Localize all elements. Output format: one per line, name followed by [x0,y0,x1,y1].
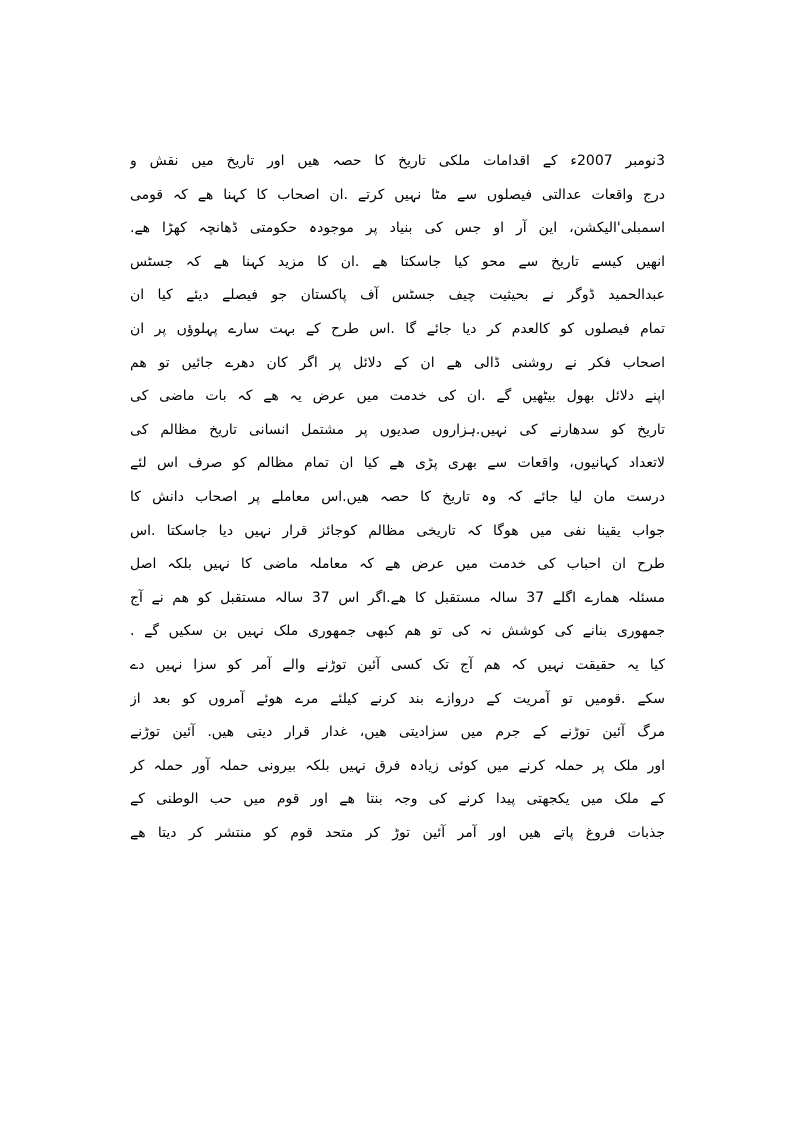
text-line: تاریخ کو سدھارنے کی نہیں.ہزاروں صدیوں پر مشتمل انسانی تاریخ مظالم کی [130,421,665,438]
text-line: کے ملک میں یکجھتی پیدا کرنے کی وجہ بنتا ھے اور قوم میں حب الوطنی کے [130,791,665,808]
text-line: عبدالحمید ڈوگر نے بحیثیت چیف جسٹس آف پاکستان جو فیصلے دیئے کیا ان [130,287,665,304]
text-line: اصحاب فکر نے روشنی ڈالی ھے ان کے دلائل پر اگر کان دھرے جائیں تو ھم [130,354,665,371]
text-line: تمام فیصلوں کو کالعدم کر دیا جائے گا .اس طرح کے بہت سارے پہلوؤں پر ان [130,320,665,337]
article-text [130,145,665,850]
text-line: درست مان لیا جائے کہ وہ تاریخ کا حصہ ھیں.اس معاملے پر اصحاب دانش کا [130,488,665,505]
text-line: جمھوری بنانے کی کوشش نہ کی تو ھم کبھی جمھوری ملک نہیں بن سکیں گے . [130,623,665,640]
text-line: کیا یہ حقیقت نہیں کہ ھم آج تک کسی آئین توڑنے والے آمر کو سزا نہیں دے [130,656,665,673]
text-line: لاتعداد کہانیوں، واقعات سے بھری پڑی ھے کیا ان تمام مظالم کو صرف اس لئے [130,455,665,472]
text-line: اور ملک پر حملہ کرنے میں کوئی زیادہ فرق نہیں بلکہ بیرونی حملہ آور حملہ کر [130,757,665,774]
text-line: اپنے دلائل بھول بیٹھیں گے .ان کی خدمت میں عرض یہ ھے کہ بات ماضی کی [130,388,665,405]
text-line: انھیں کیسے تاریخ سے محو کیا جاسکتا ھے .ان کا مزید کہنا ھے کہ جسٹس [130,253,665,270]
text-line: اسمبلی'الیکشن، این آر او جس کی بنیاد پر موجودہ حکومتی ڈھانچہ کھڑا ھے. [130,220,665,237]
text-line: 3نومبر 2007ء کے اقدامات ملکی تاریخ کا حصہ ھیں اور تاریخ میں نقش و [130,153,665,169]
text-line: درج واقعات عدالتی فیصلوں سے مٹا نہیں کرتے .ان اصحاب کا کہنا ھے کہ قومی [130,186,665,203]
text-line: طرح ان احباب کی خدمت میں عرض ھے کہ معاملہ ماضی کا نہیں بلکہ اصل [130,556,665,573]
text-line: سکے .قومیں تو آمریت کے دروازے بند کرنے کیلئے مرے ھوئے آمروں کو بعد از [130,690,665,707]
text-line: مرگ آئین توڑنے کے جرم میں سزادیتی ھیں، غدار قرار دیتی ھیں. آئین توڑنے [130,724,665,741]
text-line: مسئلہ ھمارے اگلے 37 سالہ مستقبل کا ھے.اگر اس 37 سالہ مستقبل کو ھم نے آج [130,589,665,606]
text-line: جذبات فروغ پاتے ھیں اور آمر آئین توڑ کر متحد قوم کو منتشر کر دیتا ھے [130,824,665,841]
text-line: جواب یقینا نفی میں ھوگا کہ تاریخی مظالم کوجائز قرار نہیں دیا جاسکتا .اس [130,522,665,539]
